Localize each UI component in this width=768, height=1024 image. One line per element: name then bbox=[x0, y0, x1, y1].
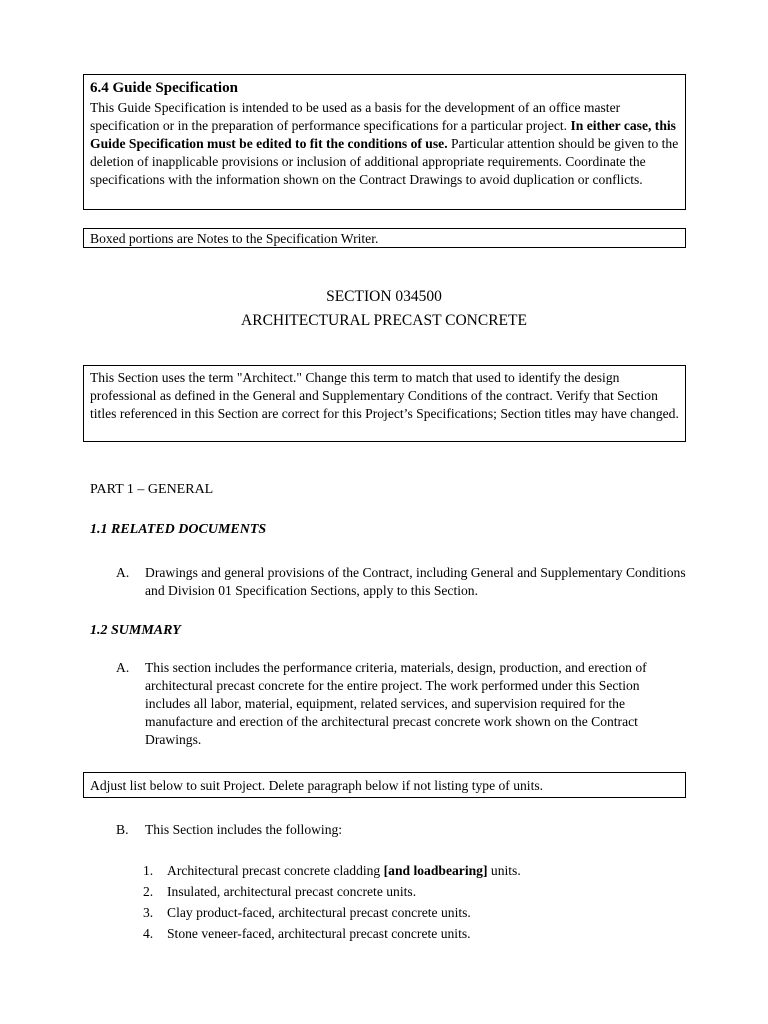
guide-specification-box bbox=[83, 74, 686, 210]
paragraph-label: A. bbox=[116, 565, 130, 580]
part-1-heading: PART 1 – GENERAL bbox=[90, 482, 214, 497]
summary-heading: 1.2 SUMMARY bbox=[90, 623, 181, 638]
guide-text-part-2: Particular attention should be given to the deletion of inapplicable provisions or inclusion of additional appropriate requirements. Coordinate the specifications with the information shown on the Contract Drawings to avoid duplication or conflicts. bbox=[90, 136, 679, 187]
includes-paragraph bbox=[116, 821, 686, 839]
section-number: SECTION 034500 bbox=[326, 288, 442, 305]
list-item-text: Insulated, architectural precast concrete units. bbox=[167, 884, 417, 899]
list-item-number: 2. bbox=[143, 884, 154, 899]
paragraph-label: B. bbox=[116, 822, 129, 837]
adjust-list-note-text: Adjust list below to suit Project. Delete paragraph below if not listing type of units. bbox=[90, 778, 544, 793]
architect-note-text: This Section uses the term "Architect." Change this term to match that used to identify the design professional as defined in the General and Supplementary Conditions of the contract. Verify that Section titles referenced in this Section are correct for this Project’s Specifications; Section titles may have changed. bbox=[90, 370, 679, 421]
list-item bbox=[143, 902, 683, 923]
list-item-number: 4. bbox=[143, 926, 154, 941]
unit-types-list bbox=[143, 860, 683, 944]
summary-paragraph bbox=[116, 659, 686, 749]
architect-note-box bbox=[83, 365, 686, 442]
list-item-text bbox=[167, 860, 683, 881]
list-item bbox=[143, 923, 683, 944]
guide-specification-title: 6.4 Guide Specification bbox=[90, 80, 238, 96]
section-title: ARCHITECTURAL PRECAST CONCRETE bbox=[241, 312, 527, 329]
guide-text-part-1: This Guide Specification is intended to be used as a basis for the development of an office master specification or in the preparation of performance specifications for a particular project. bbox=[90, 100, 621, 133]
paragraph-text: This section includes the performance criteria, materials, design, production, and erection of architectural precast concrete for the entire project. The work performed under this Section includes all labor, material, equipment, related services, and supervision required for the manufacture and erection of the architectural precast concrete work shown on the Contract Drawings. bbox=[145, 660, 647, 747]
adjust-list-note-box bbox=[83, 772, 686, 798]
list-item-number: 1. bbox=[143, 863, 154, 878]
related-documents-heading: 1.1 RELATED DOCUMENTS bbox=[90, 522, 267, 537]
related-documents-paragraph bbox=[116, 564, 686, 600]
list-item-number: 3. bbox=[143, 905, 154, 920]
notes-box bbox=[83, 228, 686, 248]
paragraph-text: Drawings and general provisions of the Contract, including General and Supplementary Conditions and Division 01 Specification Sections, apply to this Section. bbox=[145, 565, 686, 598]
guide-specification-text bbox=[90, 99, 679, 189]
list-item bbox=[143, 881, 683, 902]
list-item-text-part: Architectural precast concrete cladding bbox=[167, 863, 384, 878]
guide-text-bold: In either case, this Guide Specification must be edited to fit the conditions of use. bbox=[90, 118, 676, 151]
paragraph-label: A. bbox=[116, 660, 130, 675]
list-item bbox=[143, 860, 683, 881]
notes-box-text: Boxed portions are Notes to the Specification Writer. bbox=[90, 231, 379, 246]
list-item-text: Stone veneer-faced, architectural precast concrete units. bbox=[167, 926, 471, 941]
list-item-text: Clay product-faced, architectural precast concrete units. bbox=[167, 905, 471, 920]
list-item-text-bold: [and loadbearing] bbox=[383, 863, 488, 878]
paragraph-text: This Section includes the following: bbox=[145, 822, 343, 837]
list-item-text-part: units. bbox=[487, 863, 521, 878]
